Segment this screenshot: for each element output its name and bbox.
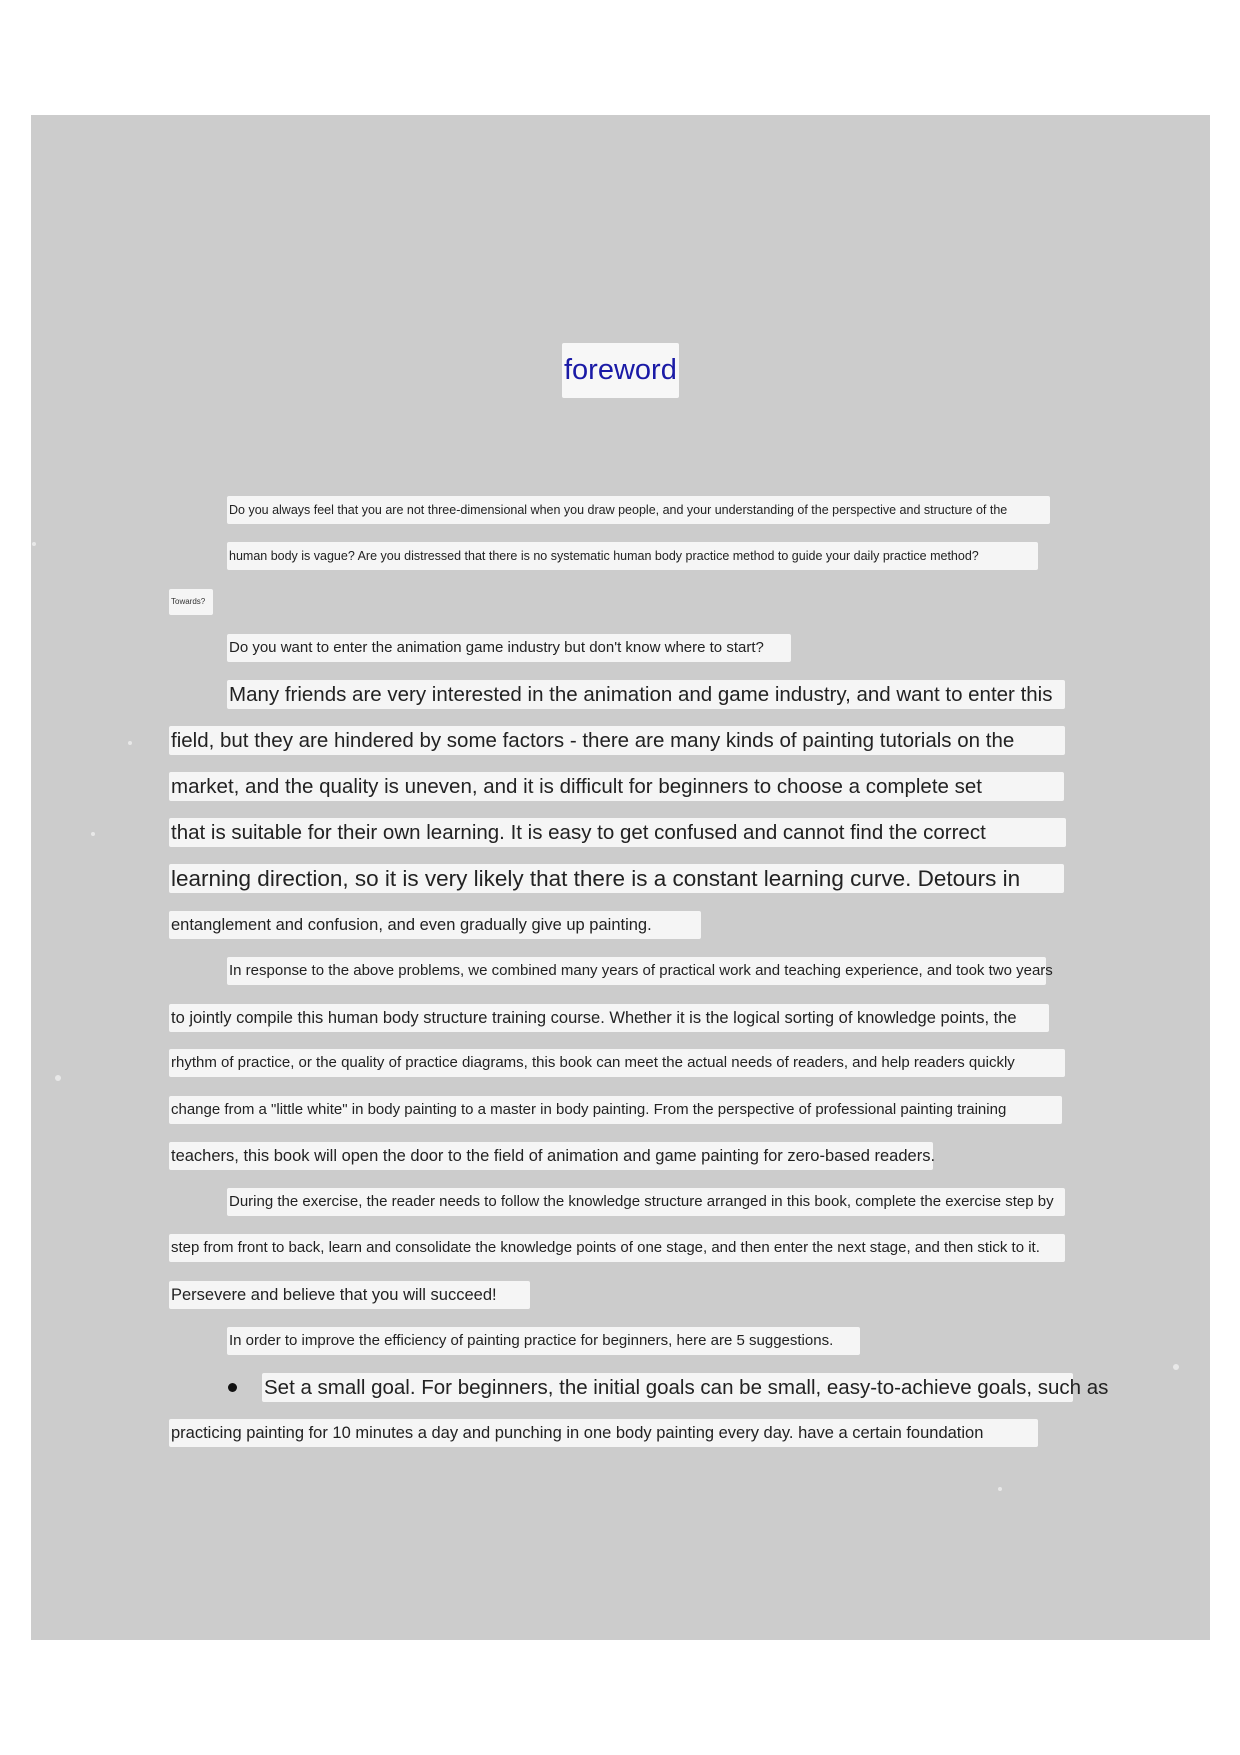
- text-line: Many friends are very interested in the animation and game industry, and want to enter this: [227, 680, 1065, 709]
- text-line: market, and the quality is uneven, and it is difficult for beginners to choose a complete set: [169, 772, 1064, 801]
- text-line: During the exercise, the reader needs to follow the knowledge structure arranged in this book, complete the exercise step by: [227, 1188, 1065, 1216]
- text-line: that is suitable for their own learning. It is easy to get confused and cannot find the correct: [169, 818, 1066, 847]
- text-line: step from front to back, learn and consolidate the knowledge points of one stage, and then enter the next stage, and then stick to it.: [169, 1234, 1065, 1262]
- text-line: Towards?: [169, 589, 213, 615]
- text-line: entanglement and confusion, and even gradually give up painting.: [169, 911, 701, 939]
- text-line: change from a "little white" in body painting to a master in body painting. From the perspective of professional painting training: [169, 1096, 1062, 1124]
- speck-dot: [32, 542, 36, 546]
- text-line: In response to the above problems, we combined many years of practical work and teaching experience, and took two years: [227, 957, 1046, 985]
- text-line: In order to improve the efficiency of painting practice for beginners, here are 5 suggestions.: [227, 1327, 860, 1355]
- text-line: Persevere and believe that you will succeed!: [169, 1281, 530, 1309]
- text-line: to jointly compile this human body structure training course. Whether it is the logical sorting of knowledge points, the: [169, 1004, 1049, 1032]
- speck-dot: [1173, 1364, 1179, 1370]
- page-title: foreword: [562, 343, 679, 398]
- text-line: Set a small goal. For beginners, the initial goals can be small, easy-to-achieve goals, such as: [262, 1373, 1073, 1402]
- text-line: learning direction, so it is very likely that there is a constant learning curve. Detours in: [169, 864, 1064, 893]
- text-line: rhythm of practice, or the quality of practice diagrams, this book can meet the actual needs of readers, and help readers quickly: [169, 1049, 1065, 1077]
- text-line: field, but they are hindered by some factors - there are many kinds of painting tutorials on the: [169, 726, 1065, 755]
- text-line: Do you want to enter the animation game industry but don't know where to start?: [227, 634, 791, 662]
- speck-dot: [128, 741, 132, 745]
- speck-dot: [55, 1075, 61, 1081]
- text-line: human body is vague? Are you distressed that there is no systematic human body practice method to guide your daily practice method?: [227, 542, 1038, 570]
- speck-dot: [998, 1487, 1002, 1491]
- text-line: teachers, this book will open the door to the field of animation and game painting for zero-based readers.: [169, 1142, 933, 1170]
- text-line: practicing painting for 10 minutes a day and punching in one body painting every day. have a certain foundation: [169, 1419, 1038, 1447]
- speck-dot: [91, 832, 95, 836]
- text-line: Do you always feel that you are not three-dimensional when you draw people, and your understanding of the perspective and structure of the: [227, 496, 1050, 524]
- bullet-point-icon: [228, 1383, 237, 1392]
